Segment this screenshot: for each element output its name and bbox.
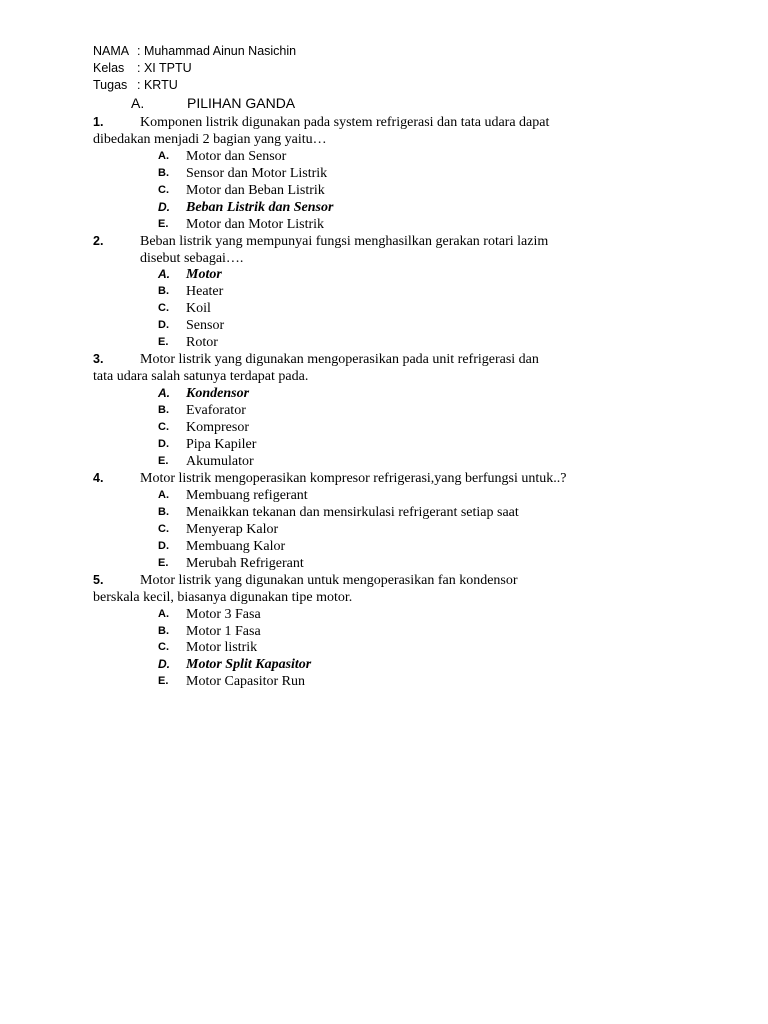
q2-option-b-letter: B.	[158, 285, 169, 297]
question-4-number: 4.	[93, 471, 104, 485]
q4-option-d-letter: D.	[158, 540, 169, 552]
q5-option-e-letter: E.	[158, 675, 169, 687]
kelas-value: : XI TPTU	[137, 61, 192, 75]
q5-option-d-text: Motor Split Kapasitor	[186, 657, 312, 672]
header-nama	[93, 43, 296, 60]
q1-option-e-text: Motor dan Motor Listrik	[186, 217, 325, 232]
question-5-number: 5.	[93, 573, 104, 587]
q5-option-c-letter: C.	[158, 641, 169, 653]
q2-option-b-text: Heater	[186, 284, 224, 299]
q1-option-b-text: Sensor dan Motor Listrik	[186, 166, 328, 181]
question-3-number: 3.	[93, 352, 104, 366]
q2-option-a-letter: A.	[158, 267, 170, 281]
question-4-text: Motor listrik mengoperasikan kompresor refrigerasi,yang berfungsi untuk..?	[140, 471, 567, 486]
q4-option-e-letter: E.	[158, 557, 169, 569]
q2-option-d-letter: D.	[158, 319, 169, 331]
question-3-text: Motor listrik yang digunakan mengoperasikan pada unit refrigerasi dan	[140, 352, 539, 367]
nama-value: : Muhammad Ainun Nasichin	[137, 44, 297, 58]
q4-option-a-text: Membuang refigerant	[186, 488, 308, 503]
q4-option-a-letter: A.	[158, 489, 169, 501]
tugas-label: Tugas	[93, 78, 128, 92]
q3-option-e-text: Akumulator	[186, 454, 254, 469]
q4-option-b-letter: B.	[158, 506, 169, 518]
header-kelas	[93, 60, 192, 77]
tugas-value: : KRTU	[137, 78, 178, 92]
q1-option-c-text: Motor dan Beban Listrik	[186, 183, 325, 198]
q2-option-e-letter: E.	[158, 336, 169, 348]
question-5-text-cont: berskala kecil, biasanya digunakan tipe motor.	[93, 590, 353, 605]
header-tugas	[93, 77, 178, 94]
q4-option-b-text: Menaikkan tekanan dan mensirkulasi refrigerant setiap saat	[186, 505, 519, 520]
question-2-number: 2.	[93, 234, 104, 248]
section-title: PILIHAN GANDA	[187, 95, 296, 111]
q1-option-c-letter: C.	[158, 184, 169, 196]
q1-option-d-text: Beban Listrik dan Sensor	[186, 200, 334, 215]
question-1-text: Komponen listrik digunakan pada system refrigerasi dan tata udara dapat	[140, 115, 550, 130]
question-2-text: Beban listrik yang mempunyai fungsi menghasilkan gerakan rotari lazim	[140, 234, 549, 249]
q1-option-a-text: Motor dan Sensor	[186, 149, 287, 164]
q4-option-c-letter: C.	[158, 523, 169, 535]
q3-option-b-letter: B.	[158, 404, 169, 416]
q2-option-c-letter: C.	[158, 302, 169, 314]
q5-option-e-text: Motor Capasitor Run	[186, 674, 305, 689]
q4-option-c-text: Menyerap Kalor	[186, 522, 279, 537]
q1-option-b-letter: B.	[158, 167, 169, 179]
q2-option-a-text: Motor	[186, 267, 222, 282]
question-3-text-cont: tata udara salah satunya terdapat pada.	[93, 369, 309, 384]
question-5-text: Motor listrik yang digunakan untuk mengoperasikan fan kondensor	[140, 573, 518, 588]
q3-option-d-text: Pipa Kapiler	[186, 437, 257, 452]
q1-option-e-letter: E.	[158, 218, 169, 230]
nama-label: NAMA	[93, 44, 130, 58]
question-2-text-cont: disebut sebagai….	[140, 251, 244, 266]
q3-option-c-letter: C.	[158, 421, 169, 433]
q3-option-a-text: Kondensor	[186, 386, 250, 401]
q3-option-b-text: Evaforator	[186, 403, 246, 418]
q5-option-a-text: Motor 3 Fasa	[186, 607, 261, 622]
q5-option-a-letter: A.	[158, 608, 169, 620]
q3-option-e-letter: E.	[158, 455, 169, 467]
q2-option-c-text: Koil	[186, 301, 211, 316]
q5-option-b-text: Motor 1 Fasa	[186, 624, 261, 639]
q5-option-c-text: Motor listrik	[186, 640, 258, 655]
question-1-text-cont: dibedakan menjadi 2 bagian yang yaitu…	[93, 132, 327, 147]
q2-option-d-text: Sensor	[186, 318, 225, 333]
q3-option-d-letter: D.	[158, 438, 169, 450]
q3-option-c-text: Kompresor	[186, 420, 249, 435]
q2-option-e-text: Rotor	[186, 335, 218, 350]
q5-option-b-letter: B.	[158, 625, 169, 637]
kelas-label: Kelas	[93, 61, 125, 75]
question-1-number: 1.	[93, 115, 104, 129]
q4-option-e-text: Merubah Refrigerant	[186, 556, 304, 571]
q4-option-d-text: Membuang Kalor	[186, 539, 286, 554]
q3-option-a-letter: A.	[158, 386, 170, 400]
q1-option-a-letter: A.	[158, 150, 169, 162]
section-letter: A.	[131, 95, 145, 111]
q1-option-d-letter: D.	[158, 200, 170, 214]
q5-option-d-letter: D.	[158, 657, 170, 671]
